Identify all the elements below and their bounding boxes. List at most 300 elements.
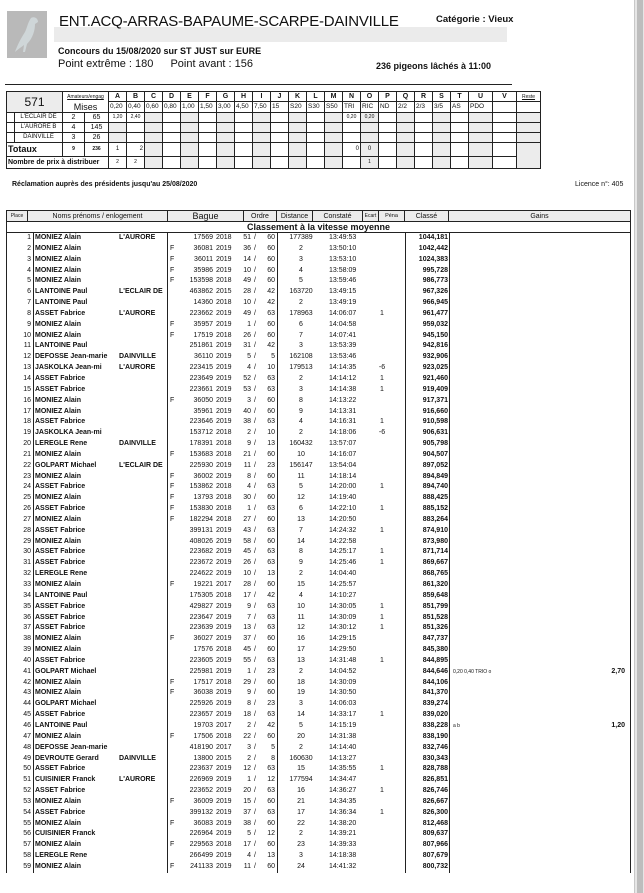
column-letter: K xyxy=(289,92,307,102)
results-body xyxy=(6,233,631,873)
name: LANTOINE Paul xyxy=(35,299,88,307)
club-stake-S xyxy=(433,112,451,122)
total-C xyxy=(145,142,163,156)
scrollbar-thumb[interactable] xyxy=(637,0,643,893)
total-A: 1 xyxy=(109,142,127,156)
distance: 16 xyxy=(297,635,305,643)
total-F xyxy=(199,142,217,156)
total: 60 xyxy=(267,862,275,870)
year: 2019 xyxy=(216,374,232,382)
ordre: 52 xyxy=(243,374,251,382)
ecart: 1 xyxy=(380,505,384,513)
distance: 16 xyxy=(297,787,305,795)
ordre-separator: / xyxy=(254,537,256,545)
bague: 153862 xyxy=(189,483,213,491)
sex: F xyxy=(170,862,175,870)
year: 2018 xyxy=(216,299,232,307)
table-row xyxy=(7,374,630,385)
bague: 223661 xyxy=(189,385,213,393)
distance: 20 xyxy=(297,732,305,740)
bague: 36002 xyxy=(193,472,213,480)
club-amateurs: 4 xyxy=(63,122,85,132)
club-stake-E xyxy=(181,132,199,142)
place: 13 xyxy=(23,364,31,372)
constate: 13:53:46 xyxy=(329,353,357,361)
classe: 826,300 xyxy=(422,808,448,816)
mise-value: S50 xyxy=(325,102,343,113)
table-row xyxy=(7,276,630,287)
name: ASSET Fabrice xyxy=(35,309,86,317)
club-stake-N xyxy=(343,132,361,142)
club-stake-R xyxy=(415,132,433,142)
place: 9 xyxy=(27,320,31,328)
sex: F xyxy=(170,472,175,480)
distance: 160432 xyxy=(289,440,313,448)
club-stake-H xyxy=(235,132,253,142)
distance: 2 xyxy=(299,570,303,578)
place: 8 xyxy=(27,309,31,317)
distance: 178963 xyxy=(289,309,313,317)
ordre: 2 xyxy=(247,754,251,762)
year: 2019 xyxy=(216,418,232,426)
bague: 408026 xyxy=(189,537,213,545)
table-row xyxy=(7,298,630,309)
distance: 2 xyxy=(299,299,303,307)
year: 2017 xyxy=(216,581,232,588)
table-row xyxy=(7,537,630,548)
mise-value: 1,50 xyxy=(199,102,217,113)
sex: F xyxy=(170,320,175,328)
prize-E xyxy=(181,156,199,168)
total: 60 xyxy=(267,320,275,328)
name: MONIEZ Alain xyxy=(35,396,82,404)
year: 2019 xyxy=(216,776,232,784)
classe: 883,264 xyxy=(422,515,448,523)
club: DAINVILLE xyxy=(119,440,156,448)
table-row xyxy=(7,266,630,277)
club-engages: 145 xyxy=(85,122,109,132)
year: 2019 xyxy=(216,787,232,795)
bague: 225926 xyxy=(189,700,213,708)
name: ASSET Fabrice xyxy=(35,483,86,491)
classe: 832,746 xyxy=(422,743,448,751)
bague: 399132 xyxy=(189,808,213,816)
name: GOLPART Michael xyxy=(35,700,97,708)
ordre-separator: / xyxy=(254,331,256,339)
table-row xyxy=(7,428,630,439)
ecart: 1 xyxy=(380,602,384,610)
bague: 17576 xyxy=(193,646,213,654)
ordre-separator: / xyxy=(254,700,256,708)
ordre: 8 xyxy=(247,700,251,708)
total-B: 2 xyxy=(127,142,145,156)
bague: 36011 xyxy=(194,255,213,263)
table-row xyxy=(7,407,630,418)
place: 28 xyxy=(23,526,31,534)
year: 2018 xyxy=(216,678,232,686)
name: MONIEZ Alain xyxy=(35,266,82,274)
total: 60 xyxy=(267,244,275,252)
place: 18 xyxy=(23,418,31,426)
bague: 225930 xyxy=(189,461,213,469)
year: 2018 xyxy=(216,234,232,241)
club-name: L'AURORE B xyxy=(15,122,63,132)
constate: 14:14:35 xyxy=(329,364,357,372)
classe: 986,773 xyxy=(422,277,448,285)
bague: 36083 xyxy=(193,819,213,827)
classe: 897,052 xyxy=(422,461,448,469)
bague: 463862 xyxy=(189,288,213,296)
col-gains: Gains xyxy=(530,213,549,220)
column-letter: J xyxy=(271,92,289,102)
constate: 14:30:09 xyxy=(329,678,357,686)
pigeon-logo-icon xyxy=(7,11,47,58)
club-stake-F xyxy=(199,132,217,142)
bague: 418190 xyxy=(189,743,213,751)
total-K xyxy=(289,142,307,156)
table-row xyxy=(7,699,630,710)
club-stake-U xyxy=(469,122,493,132)
year: 2015 xyxy=(216,288,232,296)
ordre: 26 xyxy=(243,559,251,567)
classe: 839,274 xyxy=(422,700,448,708)
ordre: 13 xyxy=(243,624,251,632)
ordre: 4 xyxy=(247,364,251,372)
classe: 812,468 xyxy=(422,819,448,827)
ordre: 10 xyxy=(243,299,251,307)
name: MONIEZ Alain xyxy=(35,537,82,545)
year: 2018 xyxy=(216,591,232,599)
bague: 226964 xyxy=(189,830,213,838)
club: DAINVILLE xyxy=(119,754,156,762)
club-amateurs: 3 xyxy=(63,132,85,142)
sex: F xyxy=(170,331,175,339)
year: 2019 xyxy=(216,407,232,415)
distance: 11 xyxy=(297,472,305,480)
total: 60 xyxy=(267,331,275,339)
ordre: 18 xyxy=(243,711,251,719)
classe: 800,732 xyxy=(422,862,448,870)
name: ASSET Fabrice xyxy=(35,374,86,382)
place: 33 xyxy=(23,581,31,588)
bague: 223672 xyxy=(189,559,213,567)
year: 2019 xyxy=(216,364,232,372)
total-I xyxy=(253,142,271,156)
bague: 14360 xyxy=(193,299,213,307)
place: 12 xyxy=(23,353,31,361)
ordre: 11 xyxy=(243,461,251,469)
club-stake-M xyxy=(325,122,343,132)
club-stake-G xyxy=(217,122,235,132)
ordre: 7 xyxy=(247,613,251,621)
ordre: 14 xyxy=(243,255,251,263)
distance: 6 xyxy=(299,320,303,328)
table-row xyxy=(7,634,630,645)
prize-O: 1 xyxy=(361,156,379,168)
ordre-separator: / xyxy=(254,841,256,849)
table-row xyxy=(7,255,630,266)
club-stake-V xyxy=(493,112,517,122)
name: MONIEZ Alain xyxy=(35,472,82,480)
distance: 8 xyxy=(299,396,303,404)
name: ASSET Fabrice xyxy=(35,787,86,795)
bague: 36081 xyxy=(193,244,213,252)
column-letter: I xyxy=(253,92,271,102)
distance: 3 xyxy=(299,700,303,708)
ordre-separator: / xyxy=(254,721,256,729)
name: MONIEZ Alain xyxy=(35,244,82,252)
year: 2018 xyxy=(216,440,232,448)
sex: F xyxy=(170,266,175,274)
sex: F xyxy=(170,277,175,285)
ordre: 22 xyxy=(243,732,251,740)
table-row xyxy=(7,396,630,407)
table-row xyxy=(7,461,630,472)
ordre-separator: / xyxy=(254,505,256,513)
ordre: 31 xyxy=(243,342,251,350)
gains-detail: a b xyxy=(453,722,460,729)
points-info xyxy=(58,58,267,70)
ordre-separator: / xyxy=(254,494,256,502)
club-stake-F xyxy=(199,122,217,132)
ecart: 1 xyxy=(380,483,384,491)
classe: 871,714 xyxy=(422,548,448,556)
classe: 838,190 xyxy=(422,732,448,740)
mise-value: 2/2 xyxy=(397,102,415,113)
constate: 14:30:12 xyxy=(329,624,357,632)
bague: 182294 xyxy=(189,515,213,523)
distance: 22 xyxy=(297,819,305,827)
total: 60 xyxy=(267,472,275,480)
ordre: 26 xyxy=(243,331,251,339)
constate: 13:54:04 xyxy=(329,461,357,469)
ordre-separator: / xyxy=(254,461,256,469)
place: 49 xyxy=(23,754,31,762)
classe: 830,343 xyxy=(422,754,448,762)
total: 60 xyxy=(267,450,275,458)
reste-label: Reste xyxy=(517,92,541,102)
distance: 3 xyxy=(299,342,303,350)
ordre: 30 xyxy=(243,494,251,502)
name: MONIEZ Alain xyxy=(35,732,82,740)
distance: 10 xyxy=(297,602,305,610)
place: 51 xyxy=(23,776,31,784)
place: 39 xyxy=(23,646,31,654)
bague: 224622 xyxy=(189,570,213,578)
constate: 14:41:32 xyxy=(329,862,357,870)
table-row xyxy=(7,819,630,830)
club-stake-G xyxy=(217,132,235,142)
bague: 17506 xyxy=(193,732,213,740)
club-stake-V xyxy=(493,132,517,142)
club-stake-S xyxy=(433,122,451,132)
place: 35 xyxy=(23,602,31,610)
club-stake-L xyxy=(307,122,325,132)
club-stake-O xyxy=(361,122,379,132)
club-stake-N: 0,20 xyxy=(343,112,361,122)
distance: 15 xyxy=(297,765,305,773)
year: 2019 xyxy=(216,624,232,632)
constate: 14:13:31 xyxy=(329,407,357,415)
table-row xyxy=(7,472,630,483)
year: 2017 xyxy=(216,743,232,751)
year: 2019 xyxy=(216,667,232,675)
mise-value: 7,50 xyxy=(253,102,271,113)
table-row xyxy=(7,786,630,797)
table-row xyxy=(7,732,630,743)
table-row xyxy=(7,363,630,374)
divider xyxy=(5,84,512,85)
place: 30 xyxy=(23,548,31,556)
club-stake-N xyxy=(343,122,361,132)
distance: 21 xyxy=(297,797,305,805)
gains-amount: 2,70 xyxy=(611,667,625,675)
bague: 223646 xyxy=(189,418,213,426)
bague: 153683 xyxy=(189,450,213,458)
prize-C xyxy=(145,156,163,168)
mise-value: TRI xyxy=(343,102,361,113)
ordre-separator: / xyxy=(254,396,256,404)
place: 53 xyxy=(23,797,31,805)
table-row xyxy=(7,547,630,558)
mise-value: AS xyxy=(451,102,469,113)
constate: 14:30:05 xyxy=(329,602,357,610)
year: 2019 xyxy=(216,797,232,805)
mise-value: ND xyxy=(379,102,397,113)
club-title: ENT.ACQ-ARRAS-BAPAUME-SCARPE-DAINVILLE xyxy=(59,13,399,30)
club-stake-K xyxy=(289,122,307,132)
bague: 223657 xyxy=(189,711,213,719)
classe: 942,816 xyxy=(422,342,448,350)
total: 63 xyxy=(267,385,275,393)
classe: 1042,442 xyxy=(418,244,448,252)
table-row xyxy=(7,515,630,526)
table-row xyxy=(7,808,630,819)
year: 2018 xyxy=(216,483,232,491)
distance: 14 xyxy=(297,537,305,545)
constate: 14:20:00 xyxy=(329,483,357,491)
ordre-separator: / xyxy=(254,667,256,675)
distance: 10 xyxy=(297,450,305,458)
sex: F xyxy=(170,483,175,491)
year: 2019 xyxy=(216,635,232,643)
year: 2017 xyxy=(216,721,232,729)
ordre-separator: / xyxy=(254,288,256,296)
club-stake-U xyxy=(469,112,493,122)
reclamation-note: Réclamation auprès des présidents jusqu'au 25/08/2020 xyxy=(12,181,198,188)
year: 2018 xyxy=(216,841,232,849)
total-U xyxy=(469,142,493,156)
total: 63 xyxy=(267,505,275,513)
club: DAINVILLE xyxy=(119,353,156,361)
club-stake-D xyxy=(163,132,181,142)
prize-P xyxy=(379,156,397,168)
place: 47 xyxy=(23,732,31,740)
vertical-scrollbar[interactable] xyxy=(634,0,644,893)
year: 2019 xyxy=(216,689,232,697)
distance: 2 xyxy=(299,374,303,382)
total: 42 xyxy=(267,721,275,729)
category-label: Catégorie : Vieux xyxy=(436,14,514,25)
ordre: 58 xyxy=(243,537,251,545)
ordre: 5 xyxy=(247,353,251,361)
constate: 14:13:22 xyxy=(329,396,357,404)
ordre-separator: / xyxy=(254,819,256,827)
column-letter: L xyxy=(307,92,325,102)
ecart: 1 xyxy=(380,613,384,621)
total: 63 xyxy=(267,309,275,317)
total: 23 xyxy=(267,700,275,708)
place: 43 xyxy=(23,689,31,697)
ordre-separator: / xyxy=(254,787,256,795)
club-stake-Q xyxy=(397,122,415,132)
distance: 7 xyxy=(299,331,303,339)
classe: 967,326 xyxy=(422,288,448,296)
col-pena: Péna xyxy=(379,211,405,222)
total: 60 xyxy=(267,689,275,697)
col-name: Noms prénoms / enlogement xyxy=(28,211,168,222)
reste-cell xyxy=(517,122,541,132)
club-stake-V xyxy=(493,122,517,132)
totals-amateurs: 9 xyxy=(63,142,85,156)
name: JASKOLKA Jean-mi xyxy=(35,364,102,372)
ordre-separator: / xyxy=(254,559,256,567)
classe: 826,851 xyxy=(422,776,448,784)
place: 25 xyxy=(23,494,31,502)
distance: 179513 xyxy=(289,364,313,372)
sex: F xyxy=(170,396,175,404)
constate: 14:14:38 xyxy=(329,385,357,393)
bague: 226969 xyxy=(189,776,213,784)
distance: 163720 xyxy=(289,288,313,296)
name: ASSET Fabrice xyxy=(35,808,86,816)
constate: 14:31:48 xyxy=(329,656,357,664)
prize-I xyxy=(253,156,271,168)
place: 16 xyxy=(23,396,31,404)
mise-value: 3/5 xyxy=(433,102,451,113)
ordre-separator: / xyxy=(254,342,256,350)
total-J xyxy=(271,142,289,156)
total-D xyxy=(163,142,181,156)
table-row xyxy=(7,341,630,352)
total: 60 xyxy=(267,234,275,241)
constate: 14:04:58 xyxy=(329,320,357,328)
bague: 13800 xyxy=(193,754,213,762)
place: 32 xyxy=(23,570,31,578)
distance: 17 xyxy=(297,646,305,654)
mises-label: Mises xyxy=(63,102,109,113)
classe: 894,849 xyxy=(422,472,448,480)
club: L'AURORE xyxy=(119,309,156,317)
classe: 932,906 xyxy=(422,353,448,361)
name: MONIEZ Alain xyxy=(35,841,82,849)
place: 26 xyxy=(23,505,31,513)
ordre: 3 xyxy=(247,396,251,404)
place: 34 xyxy=(23,591,31,599)
table-row xyxy=(7,233,630,244)
bague: 223605 xyxy=(189,656,213,664)
summary-table xyxy=(6,91,541,169)
classe: 838,228 xyxy=(422,721,448,729)
distance: 6 xyxy=(299,505,303,513)
name: GOLPART Michael xyxy=(35,461,97,469)
sex: F xyxy=(170,450,175,458)
totals-engages: 236 xyxy=(85,142,109,156)
ordre-separator: / xyxy=(254,234,256,241)
total: 63 xyxy=(267,483,275,491)
place: 21 xyxy=(23,450,31,458)
total: 60 xyxy=(267,841,275,849)
